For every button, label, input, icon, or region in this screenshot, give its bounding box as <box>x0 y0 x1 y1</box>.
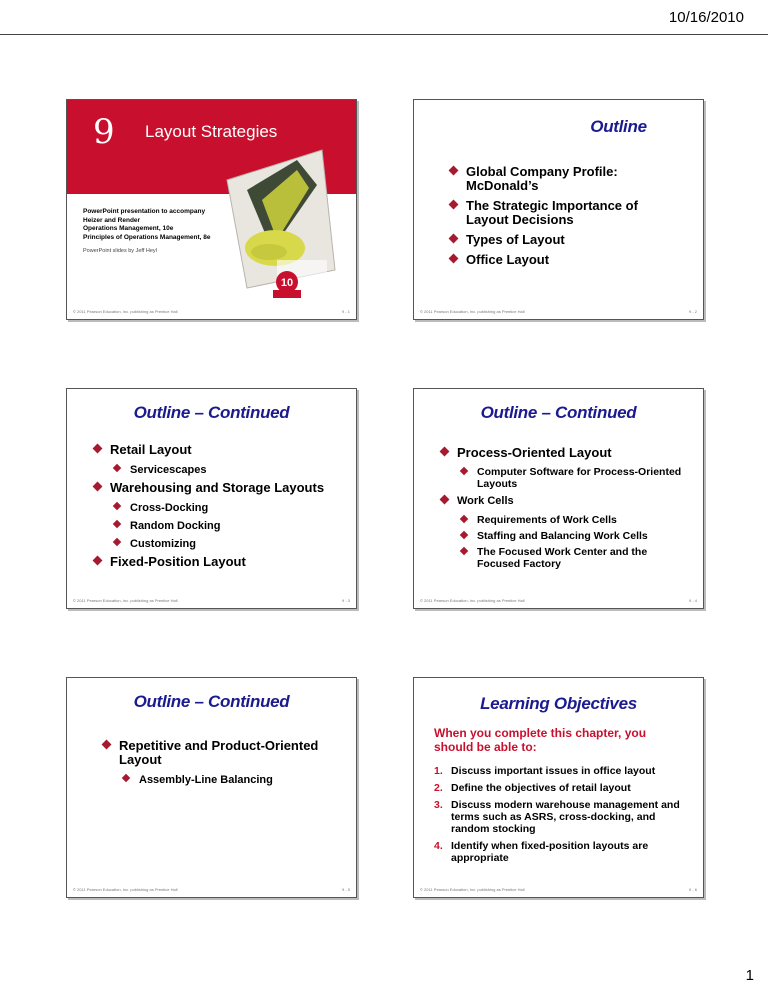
diamond-bullet-icon <box>113 538 121 546</box>
diamond-bullet-icon <box>449 166 459 176</box>
diamond-bullet-icon <box>440 495 450 505</box>
diamond-bullet-icon <box>122 774 130 782</box>
slide-title: Outline <box>590 117 647 136</box>
slide-number: 9 - 6 <box>688 887 697 892</box>
list-item: Warehousing and Storage Layouts <box>92 481 347 495</box>
slide-title: Learning Objectives <box>480 694 637 713</box>
list-item: 2. Define the objectives of retail layout <box>434 782 631 794</box>
copyright: © 2011 Pearson Education, Inc. publishing as Prentice Hall <box>420 598 525 603</box>
slide-5 <box>66 677 357 898</box>
diamond-bullet-icon <box>113 464 121 472</box>
slide-number: 9 - 1 <box>341 309 350 314</box>
list-item: The Focused Work Center and the Focused Factory <box>459 546 684 570</box>
subtitle <box>83 208 211 242</box>
header-date: 10/16/2010 <box>668 9 744 26</box>
subtitle-line: Operations Management, 10e <box>83 225 174 232</box>
list-item: The Strategic Importance of Layout Decisions <box>448 199 673 227</box>
diamond-bullet-icon <box>113 520 121 528</box>
chapter-title: Layout Strategies <box>145 122 278 141</box>
list-item: Cross-Docking <box>112 501 347 515</box>
page-number: 1 <box>745 967 754 984</box>
diamond-bullet-icon <box>460 547 468 555</box>
list-item: Requirements of Work Cells <box>459 514 684 526</box>
subtitle-line: PowerPoint presentation to accompany <box>83 208 206 215</box>
diamond-bullet-icon <box>449 200 459 210</box>
list-item: Servicescapes <box>112 463 347 477</box>
edition-badge-icon <box>272 270 302 300</box>
copyright: © 2011 Pearson Education, Inc. publishing as Prentice Hall <box>73 309 178 314</box>
diamond-bullet-icon <box>440 447 450 457</box>
list-item: Types of Layout <box>448 233 673 247</box>
slide-number: 9 - 5 <box>341 887 350 892</box>
bullet-list <box>439 446 684 574</box>
fries-bag-image <box>217 140 339 290</box>
list-item: Process-Oriented Layout <box>439 446 684 460</box>
list-item: 3. Discuss modern warehouse management and terms such as ASRS, cross-docking, and random stocking <box>434 799 680 835</box>
list-item: Customizing <box>112 537 347 551</box>
badge-number: 10 <box>280 277 294 289</box>
list-item: Staffing and Balancing Work Cells <box>459 530 684 542</box>
slide-2 <box>413 99 704 320</box>
copyright: © 2011 Pearson Education, Inc. publishing as Prentice Hall <box>73 887 178 892</box>
diamond-bullet-icon <box>93 556 103 566</box>
diamond-bullet-icon <box>102 740 112 750</box>
list-item: Fixed-Position Layout <box>92 555 347 569</box>
diamond-bullet-icon <box>93 444 103 454</box>
slide-footer <box>73 598 350 603</box>
diamond-bullet-icon <box>460 531 468 539</box>
slide-1 <box>66 99 357 320</box>
subtitle-line: Heizer and Render <box>83 216 141 224</box>
list-item: 4. Identify when fixed-position layouts are appropriate <box>434 840 649 864</box>
slide-4 <box>413 388 704 609</box>
slide-number: 9 - 2 <box>688 309 697 314</box>
bullet-list <box>101 739 326 791</box>
list-item: Global Company Profile: McDonald’s <box>448 165 673 193</box>
credit: PowerPoint slides by Jeff Heyl <box>83 248 157 254</box>
bullet-list <box>448 165 673 273</box>
chapter-number: 9 <box>93 112 115 152</box>
objectives-list <box>434 765 689 869</box>
list-item: Repetitive and Product-Oriented Layout <box>101 739 326 767</box>
slide-title: Outline – Continued <box>133 403 290 422</box>
diamond-bullet-icon <box>460 467 468 475</box>
slide-footer <box>420 598 697 603</box>
copyright: © 2011 Pearson Education, Inc. publishing as Prentice Hall <box>420 309 525 314</box>
slide-title: Outline – Continued <box>480 403 637 422</box>
subtitle-line: Principles of Operations Management, 8e <box>83 233 211 241</box>
slide-footer <box>420 887 697 892</box>
diamond-bullet-icon <box>460 515 468 523</box>
slide-footer <box>420 309 697 314</box>
objectives-intro: When you complete this chapter, you should be able to: <box>434 726 647 754</box>
list-item: Random Docking <box>112 519 347 533</box>
bullet-list <box>92 443 347 575</box>
slide-number: 9 - 3 <box>341 598 350 603</box>
diamond-bullet-icon <box>449 254 459 264</box>
diamond-bullet-icon <box>449 234 459 244</box>
slide-title: Outline – Continued <box>133 692 290 711</box>
diamond-bullet-icon <box>113 502 121 510</box>
slide-3 <box>66 388 357 609</box>
list-item: Work Cells <box>439 494 684 508</box>
diamond-bullet-icon <box>93 482 103 492</box>
list-item: Computer Software for Process-Oriented Layouts <box>459 466 684 490</box>
list-item: Office Layout <box>448 253 673 267</box>
copyright: © 2011 Pearson Education, Inc. publishing as Prentice Hall <box>73 598 178 603</box>
slide-footer <box>73 887 350 892</box>
list-item: Assembly-Line Balancing <box>121 773 326 787</box>
slide-number: 9 - 4 <box>688 598 697 603</box>
list-item: 1. Discuss important issues in office layout <box>434 765 656 777</box>
slide-footer <box>73 309 350 314</box>
slide-6 <box>413 677 704 898</box>
copyright: © 2011 Pearson Education, Inc. publishing as Prentice Hall <box>420 887 525 892</box>
list-item: Retail Layout <box>92 443 347 457</box>
header-rule <box>0 34 768 35</box>
